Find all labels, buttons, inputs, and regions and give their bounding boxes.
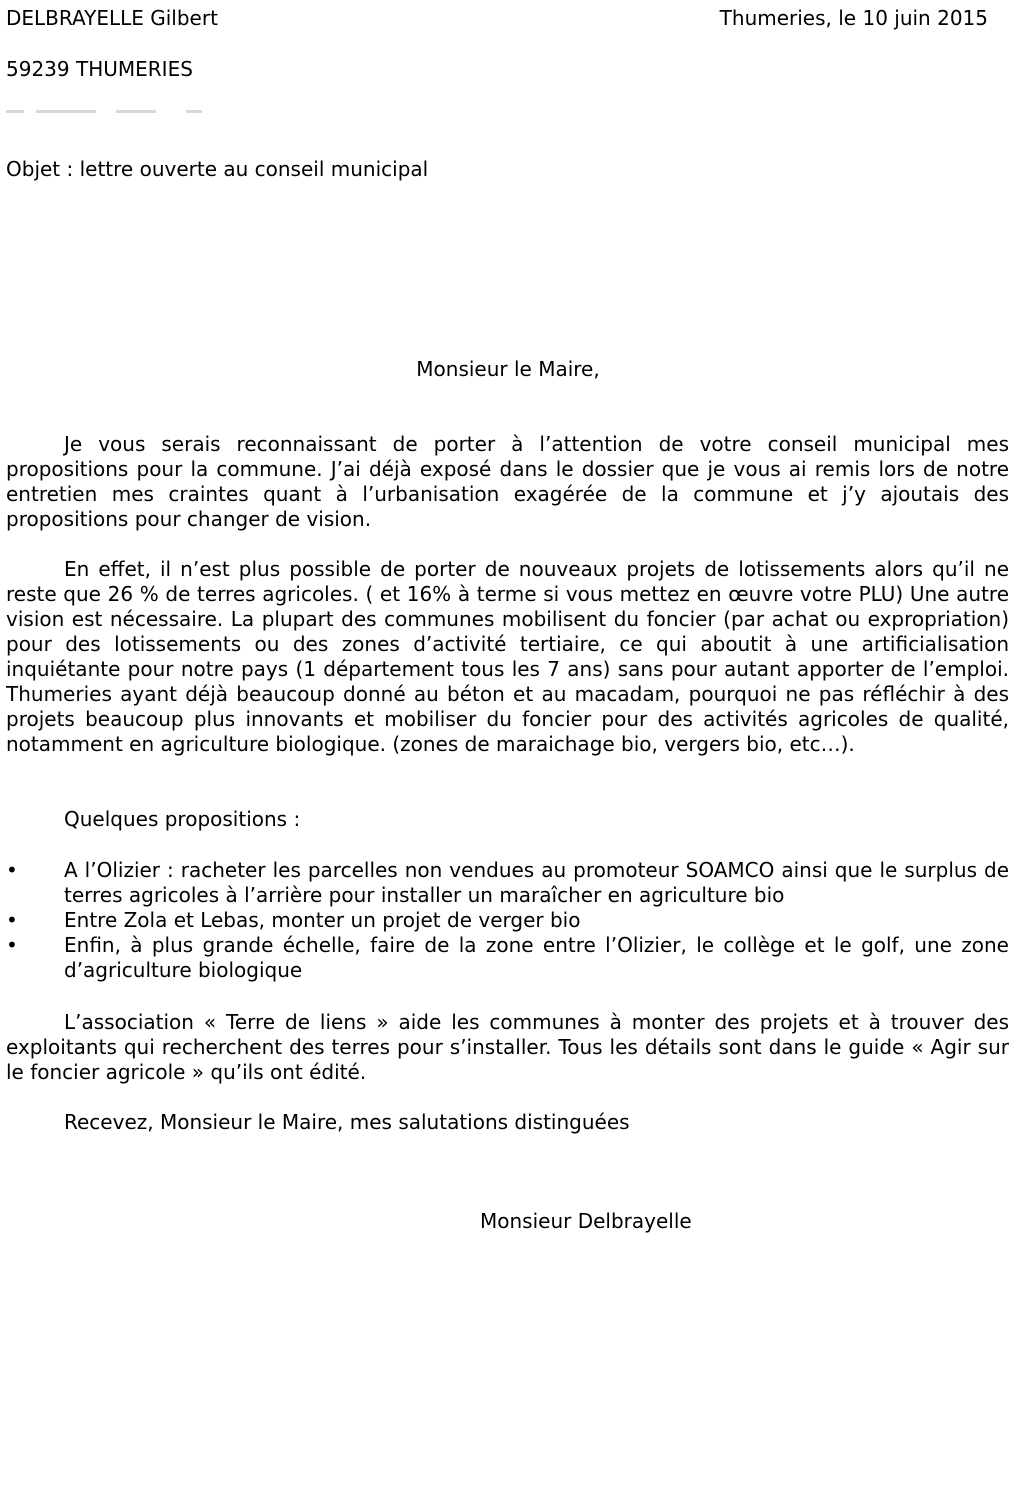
paragraph-3 [6,807,1009,832]
sender-city: 59239 THUMERIES [6,57,193,81]
redaction-mark [116,110,156,113]
proposals-list [6,858,1009,983]
signature: Monsieur Delbrayelle [480,1209,692,1233]
list-item [6,933,1009,983]
paragraph-2 [6,557,1009,757]
redaction-mark [36,110,96,113]
paragraph-text: En effet, il n’est plus possible de porter de nouveaux projets de lotissements alors qu’il ne reste que 26 % de terres agricoles. ( et 16% à terme si vous mettez en œuvre votre PLU) Une autre vision est nécessaire. La plupart des communes mobilisent du foncier (par achat ou expropriation) pour des lotissements ou des zones d’activité tertiaire, ce qui aboutit à une artificialisation inquiétante pour notre pays (1 département tous les 7 ans) sans pour autant apporter de l’emploi. Thumeries ayant déjà beaucoup donné au béton et au macadam, pourquoi ne pas réfléchir à des projets beaucoup plus innovants et mobiliser du foncier pour des activités agricoles de qualité, notamment en agriculture biologique. (zones de maraichage bio, vergers bio, etc…). [6,557,1009,756]
list-item-text: Enfin, à plus grande échelle, faire de la zone entre l’Olizier, le collège et le golf, une zone d’agriculture biologique [64,933,1009,982]
list-item-text: Entre Zola et Lebas, monter un projet de verger bio [64,908,581,932]
list-item [6,908,1009,933]
paragraph-5 [6,1110,1009,1135]
salutation: Monsieur le Maire, [416,357,600,381]
bullet-marker: • [6,933,18,957]
paragraph-4 [6,1010,1009,1085]
redaction-mark [6,110,24,113]
paragraph-1 [6,432,1009,532]
paragraph-text: Je vous serais reconnaissant de porter à l’attention de votre conseil municipal mes propositions pour la commune. J’ai déjà exposé dans le dossier que je vous ai remis lors de notre entretien mes craintes quant à l’urbanisation exagérée de la commune et j’y ajoutais des propositions pour changer de vision. [6,432,1009,531]
closing-text: Recevez, Monsieur le Maire, mes salutations distinguées [64,1110,630,1134]
bullet-marker: • [6,908,18,932]
list-item [6,858,1009,908]
list-item-text: A l’Olizier : racheter les parcelles non vendues au promoteur SOAMCO ainsi que le surplus de terres agricoles à l’arrière pour installer un maraîcher en agriculture bio [64,858,1009,907]
redaction-mark [186,110,202,113]
sender-name: DELBRAYELLE Gilbert [6,6,218,30]
paragraph-text: L’association « Terre de liens » aide les communes à monter des projets et à trouver des exploitants qui recherchent des terres pour s’installer. Tous les détails sont dans le guide « Agir sur le foncier agricole » qu’ils ont édité. [6,1010,1009,1084]
redacted-address-line [6,106,206,120]
letter-subject: Objet : lettre ouverte au conseil municipal [6,157,429,181]
bullet-marker: • [6,858,18,882]
letter-date: Thumeries, le 10 juin 2015 [719,6,988,30]
paragraph-text: Quelques propositions : [64,807,301,831]
